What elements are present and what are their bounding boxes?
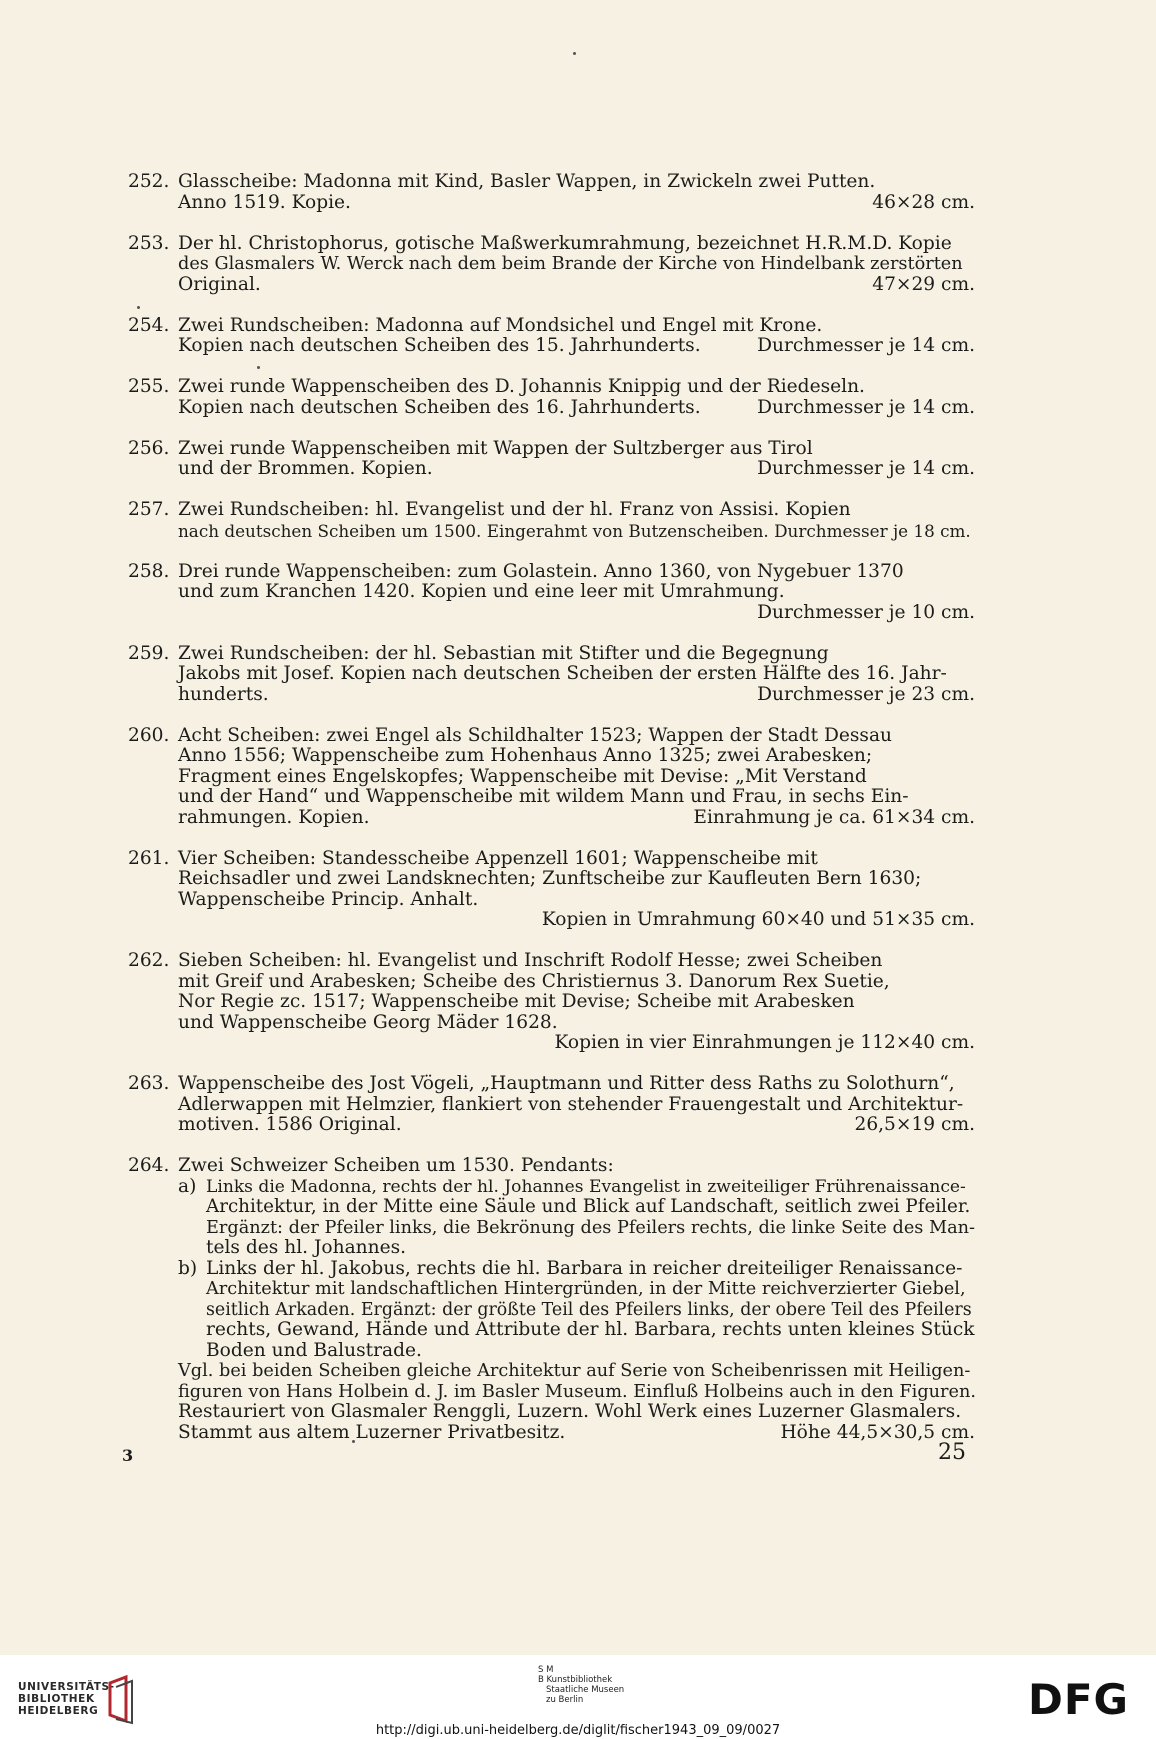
catalog-entry — [128, 644, 975, 706]
entry-text: Anno 1519. Kopie. — [178, 191, 351, 213]
signature-mark: 3 — [122, 1446, 134, 1465]
entry-line — [178, 644, 975, 665]
entry-line — [178, 254, 975, 275]
catalog-entry — [128, 1156, 975, 1443]
entry-line — [178, 808, 975, 829]
entry-line — [178, 910, 975, 931]
entry-number: 263. — [128, 1073, 170, 1094]
entry-line — [178, 459, 975, 480]
entry-line — [178, 726, 975, 747]
entry-text: Reichsadler und zwei Landsknechten; Zunftscheibe zur Kaufleuten Bern 1630; — [178, 868, 922, 889]
museum-stamp: S M B Kunstbibliothek Staatliche Museen zu Berlin — [538, 1665, 625, 1705]
entry-text: nach deutschen Scheiben um 1500. Eingerahmt von Butzenscheiben. Durchmesser je 18 cm. — [178, 520, 971, 541]
entry-dimensions: Durchmesser je 10 cm. — [757, 601, 975, 623]
entry-dimensions: Kopien in Umrahmung 60×40 und 51×35 cm. — [541, 909, 975, 930]
entry-text: Original. — [178, 273, 261, 295]
entry-number: 260. — [128, 724, 170, 746]
entry-heading: Zwei Schweizer Scheiben um 1530. Pendants: — [178, 1155, 614, 1176]
catalog-entry — [128, 1074, 975, 1136]
entry-line — [178, 1423, 975, 1444]
entry-text: und der Brommen. Kopien. — [178, 458, 433, 479]
library-name: UNIVERSITÄTS- BIBLIOTHEK HEIDELBERG — [18, 1681, 115, 1717]
entry-number: 258. — [128, 560, 170, 582]
entry-line: Boden und Balustrade. — [206, 1339, 422, 1361]
entry-text: Anno 1556; Wappenscheibe zum Hohenhaus Anno 1325; zwei Arabesken; — [178, 745, 873, 766]
entry-line — [178, 439, 975, 460]
catalog-entry — [128, 316, 975, 357]
sub-entry-b — [178, 1259, 975, 1362]
entry-line — [178, 972, 975, 993]
entry-line — [178, 992, 975, 1013]
entry-line — [178, 521, 975, 542]
entry-number: 252. — [128, 171, 170, 192]
entry-number: 256. — [128, 437, 170, 459]
entry-line — [178, 1095, 975, 1116]
entry-dimensions: Durchmesser je 23 cm. — [757, 683, 975, 705]
entry-line — [178, 500, 975, 521]
entry-dimensions: 26,5×19 cm. — [854, 1114, 975, 1135]
entry-text: motiven. 1586 Original. — [178, 1114, 402, 1135]
entry-line — [178, 172, 975, 193]
entry-line — [178, 664, 975, 685]
entry-line — [178, 767, 975, 788]
entry-line — [178, 562, 975, 583]
entry-line — [178, 603, 975, 624]
entry-text: Sieben Scheiben: hl. Evangelist und Inschrift Rodolf Hesse; zwei Scheiben — [178, 950, 883, 971]
entry-line: Ergänzt: der Pfeiler links, die Bekrönung des Pfeilers rechts, die linke Seite des Man- — [206, 1217, 976, 1238]
entry-dimensions: Kopien in vier Einrahmungen je 112×40 cm. — [554, 1032, 975, 1053]
entry-text: Wappenscheibe Princip. Anhalt. — [178, 888, 479, 910]
entry-number: 255. — [128, 376, 170, 397]
catalog-entry — [128, 562, 975, 624]
sub-label: a) — [178, 1175, 197, 1197]
sub-entry-a — [178, 1177, 975, 1259]
catalog-entries — [128, 172, 975, 1464]
entry-note: figuren von Hans Holbein d. J. im Basler Museum. Einfluß Holbeins auch in den Figuren. — [178, 1381, 976, 1402]
entry-line — [178, 336, 975, 357]
entry-line: rechts, Gewand, Hände und Attribute der hl. Barbara, rechts unten kleines Stück — [206, 1319, 975, 1340]
entry-line: Links die Madonna, rechts der hl. Johannes Evangelist in zweiteiliger Frührenaissance- — [206, 1176, 966, 1197]
entry-number: 259. — [128, 642, 170, 664]
catalog-entry — [128, 500, 975, 541]
entry-number: 254. — [128, 314, 170, 336]
entry-number: 257. — [128, 499, 170, 520]
entry-line — [178, 1115, 975, 1136]
entry-dimensions: Höhe 44,5×30,5 cm. — [780, 1421, 975, 1443]
entry-line — [178, 1033, 975, 1054]
entry-dimensions: 46×28 cm. — [872, 191, 975, 213]
entry-text: Adlerwappen mit Helmzier, flankiert von stehender Frauengestalt und Architektur- — [178, 1093, 964, 1115]
entry-line: seitlich Arkaden. Ergänzt: der größte Teil des Pfeilers links, der obere Teil des Pfeilers — [206, 1299, 972, 1320]
entry-note: Vgl. bei beiden Scheiben gleiche Architektur auf Serie von Scheibenrissen mit Heiligen- — [178, 1361, 971, 1381]
entry-text: Drei runde Wappenscheiben: zum Golastein. Anno 1360, von Nygebuer 1370 — [178, 560, 904, 582]
entry-line — [178, 1013, 975, 1034]
entry-text: Stammt aus altem Luzerner Privatbesitz. — [178, 1421, 566, 1443]
entry-text: Fragment eines Engelskopfes; Wappenscheibe mit Devise: „Mit Verstand — [178, 765, 867, 787]
entry-text: des Glasmalers W. Werck nach dem beim Brande der Kirche von Hindelbank zerstörten — [178, 254, 963, 274]
entry-line — [178, 377, 975, 398]
entry-text: Jakobs mit Josef. Kopien nach deutschen Scheiben der ersten Hälfte des 16. Jahr- — [178, 663, 947, 684]
scan-speck — [573, 52, 576, 55]
entry-text: mit Greif und Arabesken; Scheibe des Christiernus 3. Danorum Rex Suetie, — [178, 970, 890, 992]
entry-text: Zwei Rundscheiben: Madonna auf Mondsichel und Engel mit Krone. — [178, 314, 823, 336]
entry-line — [178, 869, 975, 890]
sub-label: b) — [178, 1257, 198, 1279]
entry-line — [178, 685, 975, 706]
catalog-entry — [128, 172, 975, 213]
entry-line: Links der hl. Jakobus, rechts die hl. Barbara in reicher dreiteiliger Renaissance- — [206, 1257, 963, 1279]
entry-line — [178, 275, 975, 296]
entry-text: Vier Scheiben: Standesscheibe Appenzell 1601; Wappenscheibe mit — [178, 847, 818, 869]
entry-line — [178, 1074, 975, 1095]
catalog-entry — [128, 951, 975, 1054]
catalog-entry — [128, 439, 975, 480]
entry-number: 261. — [128, 847, 170, 869]
entry-text: Nor Regie zc. 1517; Wappenscheibe mit Devise; Scheibe mit Arabesken — [178, 991, 855, 1012]
catalog-entry — [128, 234, 975, 296]
entry-dimensions: Einrahmung je ca. 61×34 cm. — [693, 806, 975, 828]
entry-line: Architektur, in der Mitte eine Säule und Blick auf Landschaft, seitlich zwei Pfeiler. — [206, 1196, 971, 1217]
dfg-logo: DFG — [1028, 1675, 1130, 1724]
entry-line — [178, 582, 975, 603]
entry-text: Zwei runde Wappenscheiben des D. Johannis Knippig und der Riedeseln. — [178, 376, 865, 397]
entry-note: Restauriert von Glasmaler Renggli, Luzern. Wohl Werk eines Luzerner Glasmalers. — [178, 1401, 962, 1422]
footer-bar — [0, 1655, 1156, 1739]
entry-line — [178, 890, 975, 911]
entry-dimensions: Durchmesser je 14 cm. — [757, 396, 975, 418]
entry-text: Acht Scheiben: zwei Engel als Schildhalter 1523; Wappen der Stadt Dessau — [178, 724, 893, 746]
entry-line — [178, 234, 975, 255]
entry-line — [178, 193, 975, 214]
catalog-entry — [128, 377, 975, 418]
entry-text: Der hl. Christophorus, gotische Maßwerkumrahmung, bezeichnet H.R.M.D. Kopie — [178, 232, 952, 254]
entry-number: 253. — [128, 232, 170, 254]
entry-text: Wappenscheibe des Jost Vögeli, „Hauptmann und Ritter dess Raths zu Solothurn“, — [178, 1073, 955, 1094]
entry-text: Zwei Rundscheiben: der hl. Sebastian mit Stifter und die Begegnung — [178, 642, 829, 664]
entry-text: Kopien nach deutschen Scheiben des 15. Jahrhunderts. — [178, 335, 701, 356]
entry-text: und Wappenscheibe Georg Mäder 1628. — [178, 1011, 558, 1033]
entry-text: und zum Kranchen 1420. Kopien und eine leer mit Umrahmung. — [178, 581, 785, 602]
entry-text: und der Hand“ und Wappenscheibe mit wildem Mann und Frau, in sechs Ein- — [178, 786, 909, 807]
entry-dimensions: Durchmesser je 14 cm. — [757, 335, 975, 356]
entry-text: rahmungen. Kopien. — [178, 806, 370, 828]
entry-text: hunderts. — [178, 683, 269, 705]
entry-line: tels des hl. Johannes. — [206, 1237, 407, 1258]
entry-line — [178, 849, 975, 870]
catalog-entry — [128, 726, 975, 829]
entry-dimensions: Durchmesser je 14 cm. — [757, 458, 975, 479]
entry-dimensions: 47×29 cm. — [872, 273, 975, 295]
catalog-entry — [128, 849, 975, 931]
page-number: 25 — [938, 1440, 966, 1465]
entry-text: Zwei Rundscheiben: hl. Evangelist und der hl. Franz von Assisi. Kopien — [178, 499, 851, 520]
entry-number: 262. — [128, 950, 170, 971]
entry-number: 264. — [128, 1155, 170, 1176]
entry-text: Zwei runde Wappenscheiben mit Wappen der Sultzberger aus Tirol — [178, 437, 813, 459]
entry-line — [178, 951, 975, 972]
entry-line — [178, 787, 975, 808]
entry-text: Kopien nach deutschen Scheiben des 16. Jahrhunderts. — [178, 396, 701, 418]
entry-line — [178, 398, 975, 419]
entry-text: Glasscheibe: Madonna mit Kind, Basler Wappen, in Zwickeln zwei Putten. — [178, 171, 876, 192]
entry-line — [178, 316, 975, 337]
permalink[interactable]: http://digi.ub.uni-heidelberg.de/diglit/fischer1943_09_09/0027 — [375, 1723, 781, 1738]
entry-line — [178, 746, 975, 767]
library-logo-icon — [104, 1675, 140, 1725]
entry-line: Architektur mit landschaftlichen Hintergründen, in der Mitte reichverzierter Giebel, — [206, 1279, 966, 1299]
